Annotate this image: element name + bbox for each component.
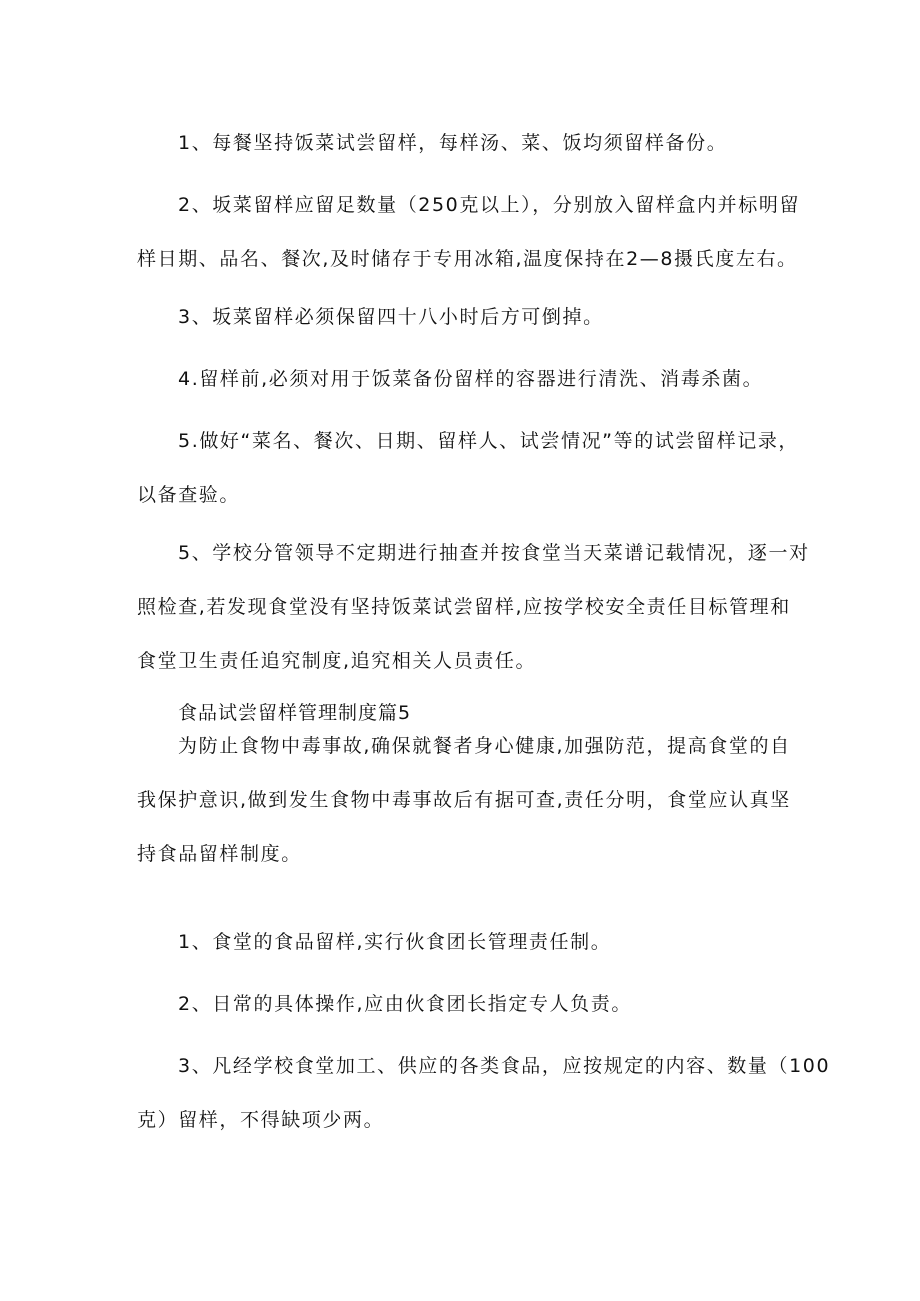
text-line: 3、凡经学校食堂加工、供应的各类食品，应按规定的内容、数量（100 — [178, 1055, 831, 1077]
text-line: 照检查,若发现食堂没有坚持饭菜试尝留样,应按学校安全责任目标管理和 — [137, 596, 791, 618]
section-title: 食品试尝留样管理制度篇5 — [178, 702, 412, 724]
text-line: 5.做好“菜名、餐次、日期、留样人、试尝情况”等的试尝留样记录， — [178, 430, 800, 452]
text-line: 样日期、品名、餐次,及时储存于专用冰箱,温度保持在2—8摄氏度左右。 — [137, 248, 798, 270]
text-line: 2、日常的具体操作,应由伙食团长指定专人负责。 — [178, 993, 632, 1015]
text-line: 食堂卫生责任追究制度,追究相关人员责任。 — [137, 650, 537, 672]
text-line: 2、坂菜留样应留足数量（250克以上），分别放入留样盒内并标明留 — [178, 194, 801, 216]
paragraph-sample-rule-4 — [137, 352, 797, 406]
text-line: 1、每餐坚持饭菜试尝留样，每样汤、菜、饭均须留样备份。 — [178, 132, 728, 154]
text-line: 1、食堂的食品留样,实行伙食团长管理责任制。 — [178, 931, 612, 953]
text-line: 5、学校分管领导不定期进行抽查并按食堂当天菜谱记载情况，逐一对 — [178, 542, 810, 564]
paragraph-retention-rule-1 — [137, 915, 797, 969]
paragraph-sample-rule-5 — [137, 414, 800, 522]
text-line: 持食品留样制度。 — [137, 843, 302, 865]
text-line: 4.留样前,必须对用于饭菜备份留样的容器进行清洗、消毒杀菌。 — [178, 368, 764, 390]
text-line: 克）留样，不得缺项少两。 — [137, 1109, 385, 1131]
paragraph-intro — [137, 719, 797, 881]
paragraph-sample-rule-2 — [137, 178, 801, 286]
text-line: 以备查验。 — [137, 484, 241, 506]
paragraph-sample-rule-1 — [137, 116, 797, 170]
text-line: 我保护意识,做到发生食物中毒事故后有据可查,责任分明，食堂应认真坚 — [137, 789, 791, 811]
text-line: 3、坂菜留样必须保留四十八小时后方可倒掉。 — [178, 306, 604, 328]
text-line: 为防止食物中毒事故,确保就餐者身心健康,加强防范，提高食堂的自 — [178, 735, 791, 757]
paragraph-sample-rule-3 — [137, 290, 797, 344]
paragraph-retention-rule-2 — [137, 977, 797, 1031]
paragraph-sample-rule-6 — [137, 526, 810, 688]
paragraph-retention-rule-3 — [137, 1039, 831, 1147]
